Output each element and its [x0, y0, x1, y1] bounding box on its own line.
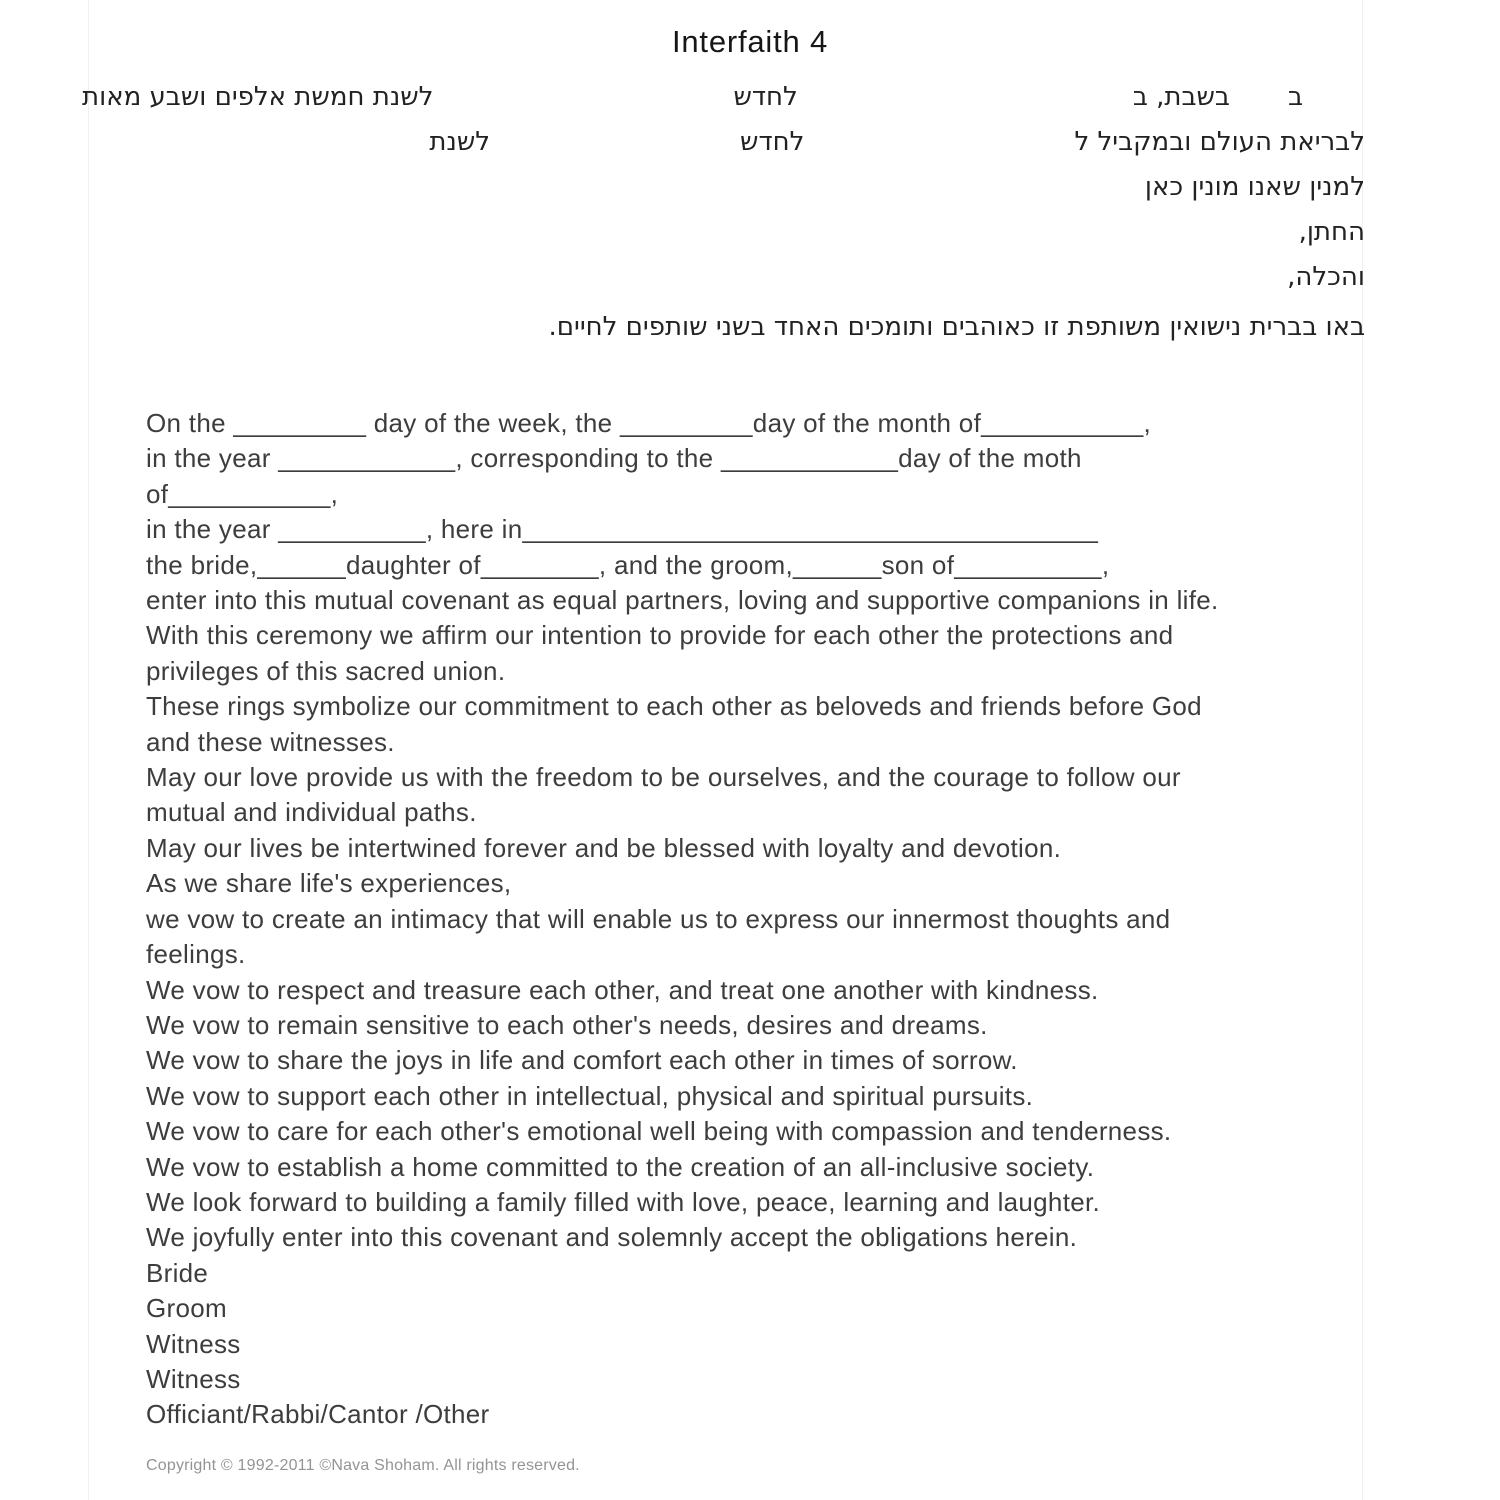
page-title: Interfaith 4	[671, 24, 829, 59]
english-text-line: and these witnesses.	[146, 726, 395, 757]
hebrew-week-label: בשבת, ב	[1132, 82, 1230, 112]
hebrew-covenant-line	[183, 312, 1365, 357]
hebrew-bride-line	[183, 262, 1365, 307]
hebrew-text-block	[82, 82, 1365, 357]
hebrew-blank-secular-date	[804, 149, 1074, 150]
english-text-line: privileges of this sacred union.	[146, 655, 506, 686]
copyright-notice: Copyright © 1992-2011 ©Nava Shoham. All rights reserved.	[146, 1457, 580, 1474]
page-border-left	[88, 0, 89, 1500]
english-text-block	[146, 406, 1386, 1433]
english-text-line: May our love provide us with the freedom to be ourselves, and the courage to follow our	[146, 762, 1181, 793]
hebrew-year-label: לשנת חמשת אלפים ושבע מאות	[82, 82, 434, 112]
english-text-line: enter into this mutual covenant as equal partners, loving and supportive companions in life.	[146, 585, 1219, 616]
hebrew-day-prefix: ב	[1287, 82, 1303, 112]
english-text-line: we vow to create an intimacy that will enable us to express our innermost thoughts and	[146, 903, 1171, 934]
hebrew-month-label: לחדש	[733, 82, 798, 112]
signature-label-groom: Groom	[146, 1293, 227, 1324]
signature-label-officiant: Officiant/Rabbi/Cantor /Other	[146, 1399, 490, 1430]
signature-label-bride: Bride	[146, 1257, 209, 1288]
english-text-line: May our lives be intertwined forever and be blessed with loyalty and devotion.	[146, 832, 1062, 863]
english-text-line: We vow to care for each other's emotional well being with compassion and tenderness.	[146, 1116, 1172, 1147]
english-text-line: in the year __________, here in_______________________________________	[146, 514, 1099, 545]
english-text-line: We look forward to building a family filled with love, peace, learning and laughter.	[146, 1186, 1101, 1217]
english-text-line: feelings.	[146, 939, 246, 970]
english-text-line: We vow to respect and treasure each other, and treat one another with kindness.	[146, 974, 1099, 1005]
english-text-line: of___________,	[146, 478, 339, 509]
hebrew-blank-secular-month	[490, 149, 740, 150]
signature-label-witness-1: Witness	[146, 1328, 241, 1359]
english-text-line: With this ceremony we affirm our intention to provide for each other the protections and	[146, 620, 1174, 651]
hebrew-bride-label: והכלה,	[1287, 262, 1365, 292]
english-text-line: On the _________ day of the week, the _________day of the month of___________,	[146, 408, 1151, 438]
hebrew-covenant-label: באו בברית נישואין משותפת זו כאוהבים ותומכים האחד בשני שותפים לחיים.	[548, 312, 1365, 342]
hebrew-blank-date	[798, 104, 1133, 105]
hebrew-count-line	[183, 172, 1365, 217]
english-text-line: We vow to support each other in intellectual, physical and spiritual pursuits.	[146, 1080, 1034, 1111]
english-text-line: the bride,______daughter of________, and the groom,______son of__________,	[146, 549, 1110, 580]
hebrew-count-label: למנין שאנו מונין כאן	[1144, 172, 1365, 202]
english-text-line: These rings symbolize our commitment to each other as beloveds and friends before God	[146, 691, 1202, 722]
hebrew-blank-month	[433, 104, 733, 105]
english-text-line: We vow to share the joys in life and comfort each other in times of sorrow.	[146, 1045, 1018, 1076]
hebrew-groom-line	[183, 217, 1365, 262]
english-text-line: We vow to remain sensitive to each other's needs, desires and dreams.	[146, 1009, 988, 1040]
hebrew-groom-label: החתן,	[1298, 217, 1365, 247]
hebrew-date-line-1	[82, 82, 1365, 127]
hebrew-blank-day	[1230, 104, 1288, 105]
hebrew-date-line-2	[183, 127, 1365, 172]
english-text-line: We joyfully enter into this covenant and solemnly accept the obligations herein.	[146, 1222, 1078, 1253]
english-text-line: As we share life's experiences,	[146, 868, 512, 899]
english-text-line: in the year ____________, corresponding to the ____________day of the moth	[146, 443, 1082, 474]
signature-label-witness-2: Witness	[146, 1363, 241, 1394]
english-text-line: We vow to establish a home committed to the creation of an all-inclusive society.	[146, 1151, 1095, 1182]
hebrew-year2-label: לשנת	[429, 127, 491, 157]
hebrew-creation-label: לבריאת העולם ובמקביל ל	[1074, 127, 1365, 157]
english-text-line: mutual and individual paths.	[146, 797, 477, 828]
hebrew-month2-label: לחדש	[740, 127, 805, 157]
